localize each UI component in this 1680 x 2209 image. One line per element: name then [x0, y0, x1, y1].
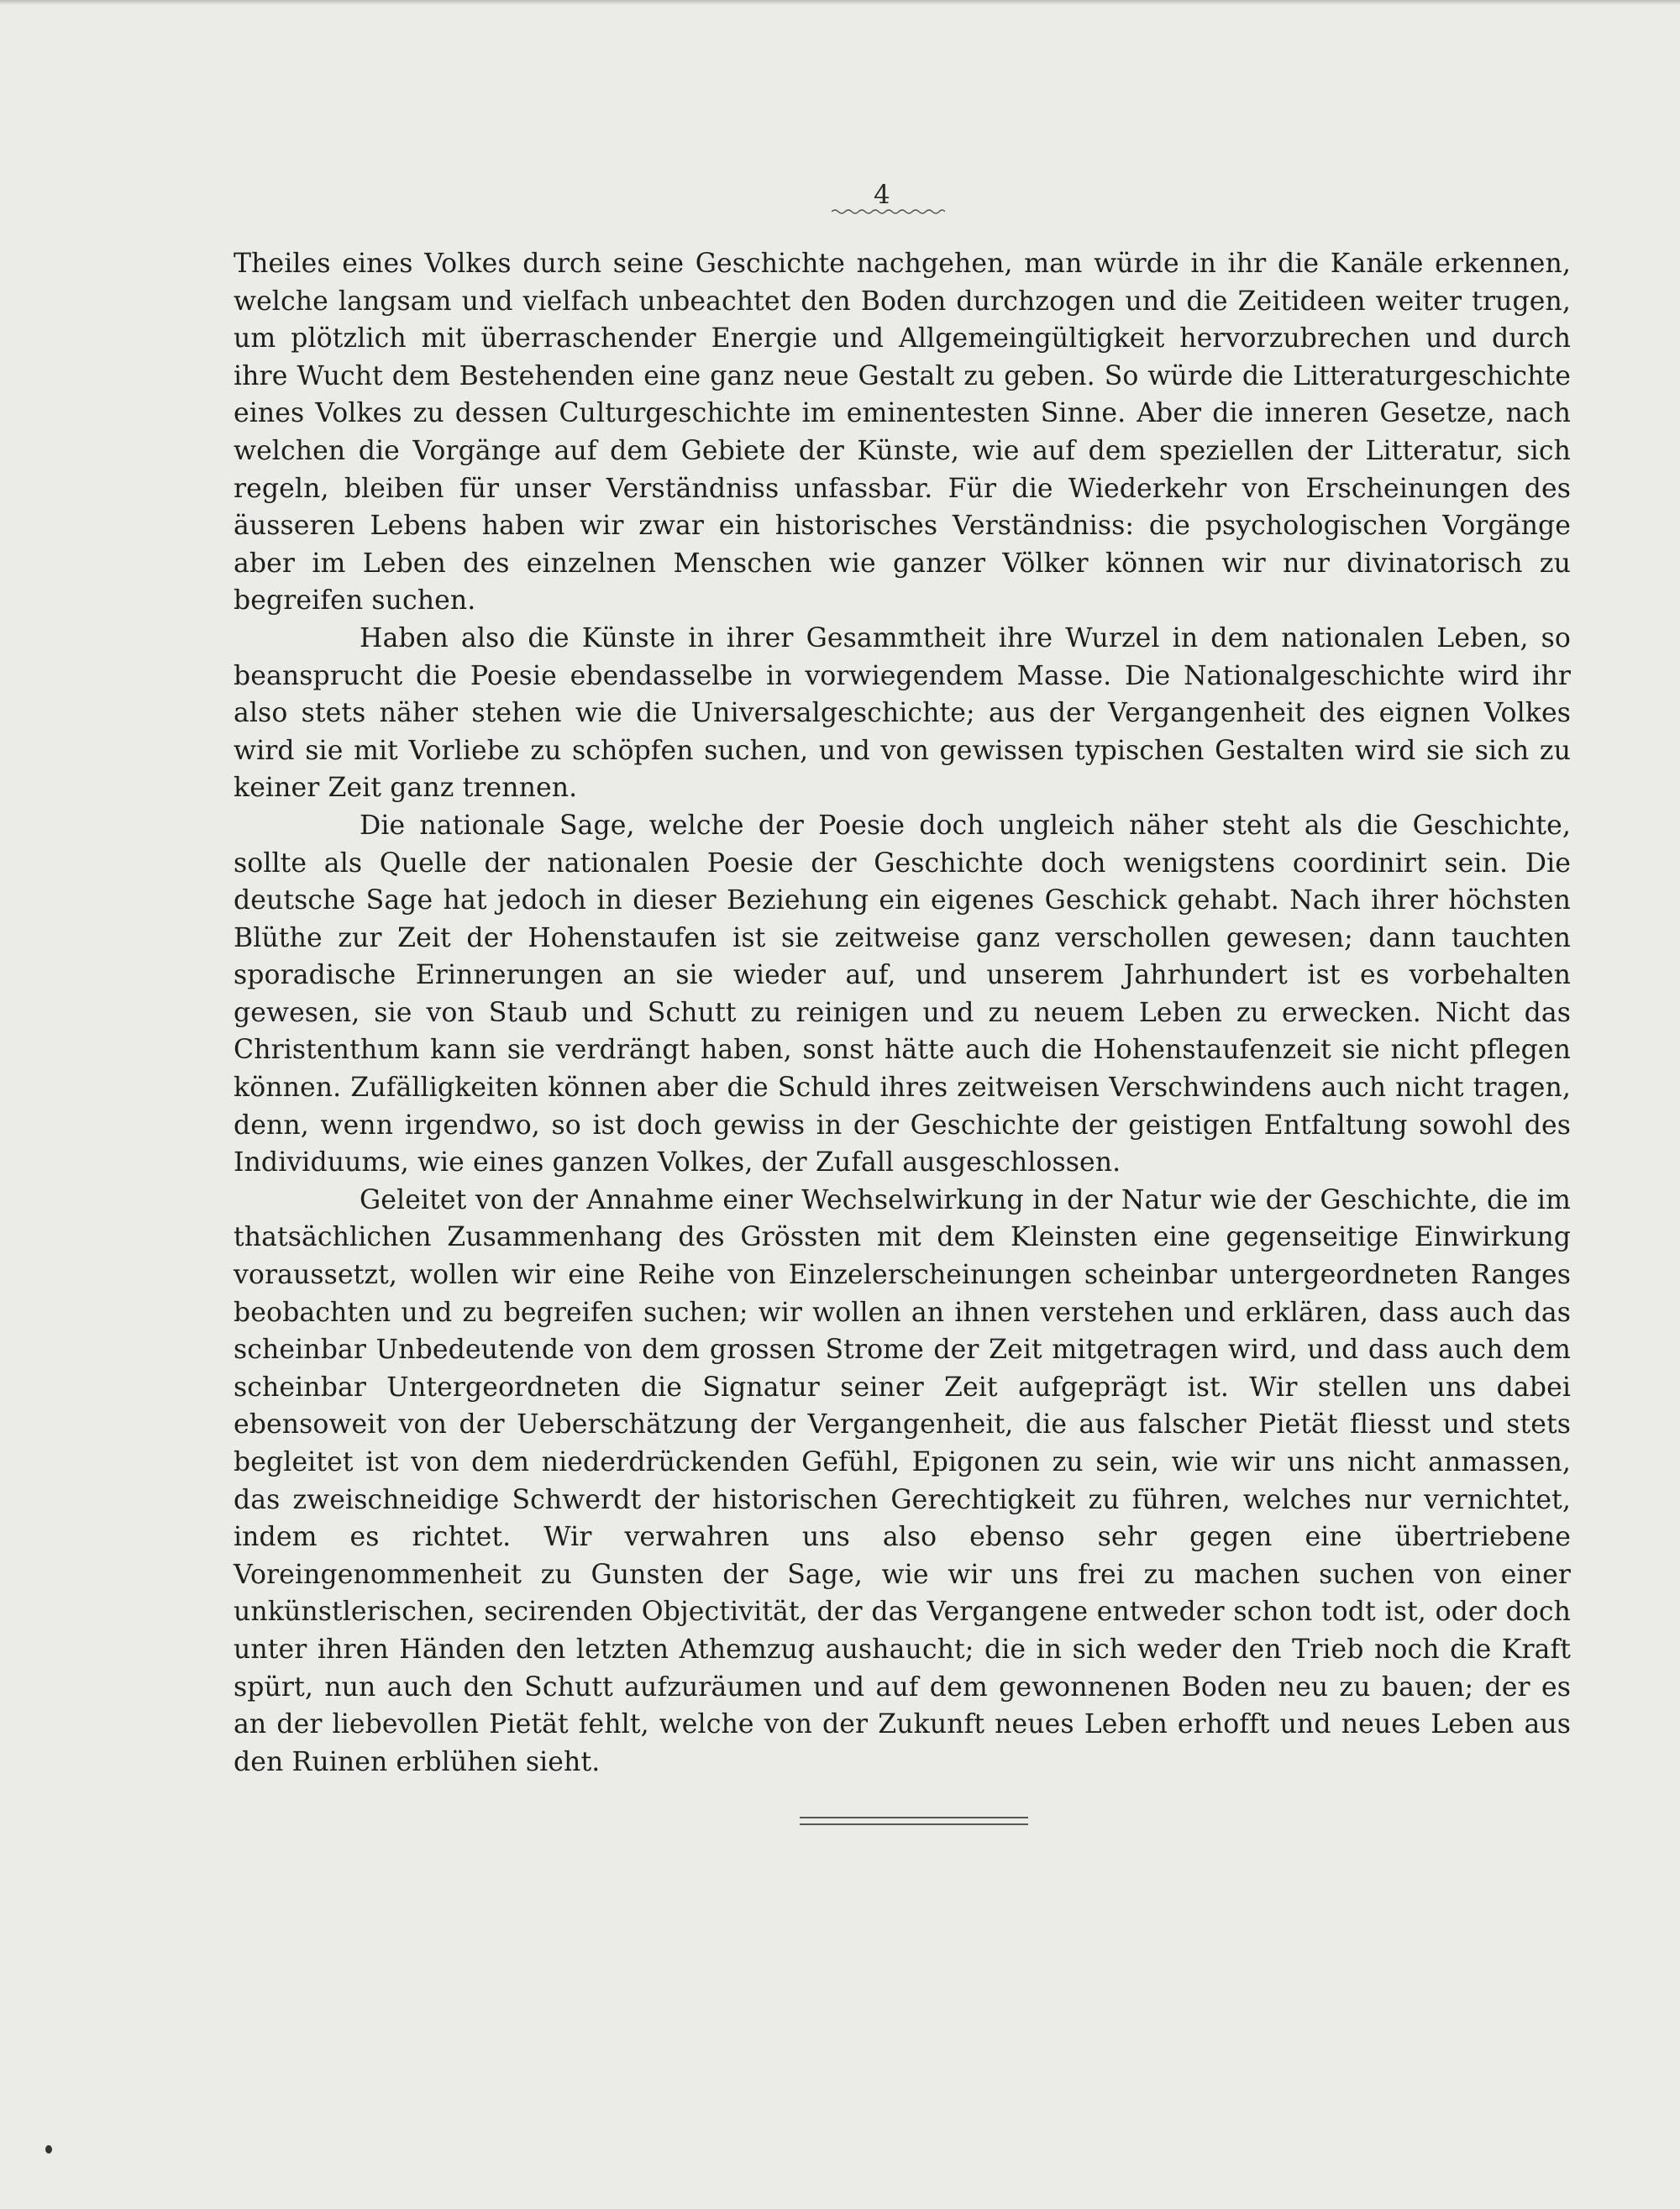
margin-mark — [45, 2145, 52, 2154]
end-rule-line-top — [800, 1817, 1028, 1818]
section-end-rule — [800, 1817, 1028, 1827]
paragraph-3: Die nationale Sage, welche der Poesie doch ungleich näher steht als die Geschichte, sollte als Quelle der nationalen Poesie der Geschichte doch wenigstens coordinirt sein. Die deutsche Sage hat jedoch in dieser Beziehung ein eigenes Geschick gehabt. Nach ihrer höchsten Blüthe zur Zeit der Hohenstaufen ist sie zeitweise ganz verschollen gewesen; dann tauchten sporadische Erinnerungen an sie wieder auf, und unserem Jahrhundert ist es vorbehalten gewesen, sie von Staub und Schutt zu reinigen und zu neuem Leben zu erwecken. Nicht das Christenthum kann sie verdrängt haben, sonst hätte auch die Hohenstaufenzeit sie nicht pflegen können. Zufälligkeiten können aber die Schuld ihres zeitweisen Verschwindens auch nicht tragen, denn, wenn irgendwo, so ist doch gewiss in der Geschichte der geistigen Entfaltung sowohl des Individuums, wie eines ganzen Volkes, der Zufall ausgeschlossen. — [234, 810, 1571, 1178]
paragraph-2: Haben also die Künste in ihrer Gesammtheit ihre Wurzel in dem nationalen Leben, so beansprucht die Poesie ebendasselbe in vorwiegendem Masse. Die Nationalgeschichte wird ihr also stets näher stehen wie die Universalgeschichte; aus der Vergangenheit des eignen Volkes wird sie mit Vorliebe zu schöpfen suchen, und von gewissen typischen Gestalten wird sie sich zu keiner Zeit ganz trennen. — [234, 622, 1571, 804]
page-number: 4 — [874, 180, 890, 210]
body-text — [234, 245, 1571, 1781]
page-top-edge — [0, 0, 1680, 5]
end-rule-line-bottom — [800, 1823, 1028, 1825]
paragraph-4: Geleitet von der Annahme einer Wechselwirkung in der Natur wie der Geschichte, die im thatsächlichen Zusammenhang des Grössten mit dem Kleinsten eine gegenseitige Einwirkung voraussetzt, wollen wir eine Reihe von Einzelerscheinungen scheinbar untergeordneten Ranges beobachten und zu begreifen suchen; wir wollen an ihnen verstehen und erklären, dass auch das scheinbar Unbedeutende von dem grossen Strome der Zeit mitgetragen wird, und dass auch dem scheinbar Untergeordneten die Signatur seiner Zeit aufgeprägt ist. Wir stellen uns dabei ebensoweit von der Ueberschätzung der Vergangenheit, die aus falscher Pietät fliesst und stets begleitet ist von dem niederdrückenden Gefühl, Epigonen zu sein, wie wir uns nicht anmassen, das zweischneidige Schwerdt der historischen Gerechtigkeit zu führen, welches nur vernichtet, indem es richtet. Wir verwahren uns also ebenso sehr gegen eine übertriebene Voreingenommenheit zu Gunsten der Sage, wie wir uns frei zu machen suchen von einer unkünstlerischen, secirenden Objectivität, der das Vergangene entweder schon todt ist, oder doch unter ihren Händen den letzten Athemzug aushaucht; die in sich weder den Trieb noch die Kraft spürt, nun auch den Schutt aufzuräumen und auf dem gewonnenen Boden neu zu bauen; der es an der liebevollen Pietät fehlt, welche von der Zukunft neues Leben erhofft und neues Leben aus den Ruinen erblühen sieht. — [234, 1184, 1571, 1777]
paragraph-1: Theiles eines Volkes durch seine Geschichte nachgehen, man würde in ihr die Kanäle erkennen, welche langsam und vielfach unbeachtet den Boden durchzogen und die Zeitideen weiter trugen, um plötzlich mit überraschender Energie und Allgemeingültigkeit hervorzubrechen und durch ihre Wucht dem Bestehenden eine ganz neue Gestalt zu geben. So würde die Litteraturgeschichte eines Volkes zu dessen Culturgeschichte im eminentesten Sinne. Aber die inneren Gesetze, nach welchen die Vorgänge auf dem Gebiete der Künste, wie auf dem speziellen der Litteratur, sich regeln, bleiben für unser Verständniss unfassbar. Für die Wiederkehr von Erscheinungen des äusseren Lebens haben wir zwar ein historisches Verständniss: die psychologischen Vorgänge aber im Leben des einzelnen Menschen wie ganzer Völker können wir nur divinatorisch zu begreifen suchen. — [234, 249, 1571, 617]
page-number-ornament — [832, 208, 945, 215]
